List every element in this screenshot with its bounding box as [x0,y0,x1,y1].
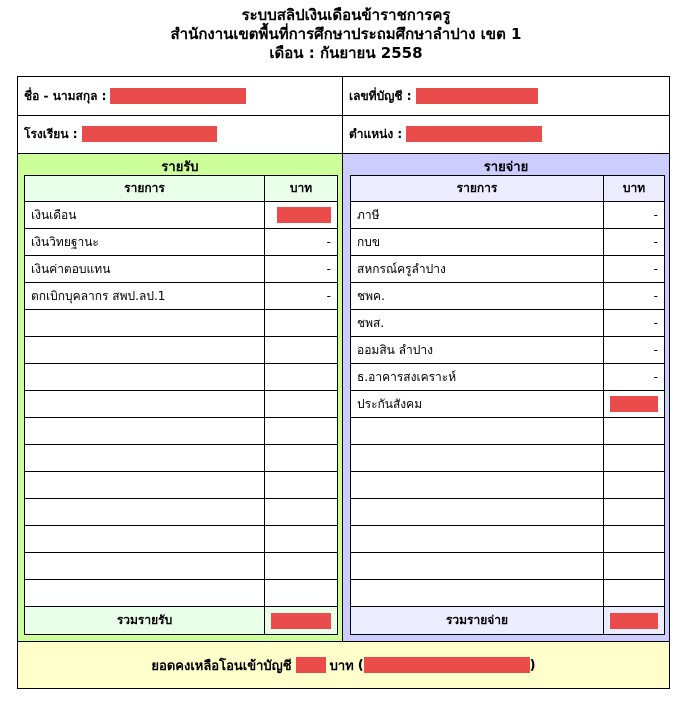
income-amount [265,337,338,364]
income-item [25,445,265,472]
expense-amount [604,580,665,607]
payslip-frame [17,76,670,689]
expense-amount: - [604,229,665,256]
income-row [25,202,338,229]
expense-total-row [351,607,665,635]
expense-item [351,418,604,445]
expense-row [351,256,665,283]
income-row [25,418,338,445]
expense-amount: - [604,337,665,364]
account-cell [343,77,669,115]
slip-month: เดือน : กันยายน 2558 [269,44,423,62]
income-item: เงินเดือน [25,202,265,229]
school-cell [18,115,343,153]
expense-amount: - [604,256,665,283]
income-item [25,580,265,607]
income-amount [265,202,338,229]
expense-item [351,553,604,580]
expense-item [351,472,604,499]
income-row [25,580,338,607]
info-row-school [18,115,669,154]
income-row [25,445,338,472]
expense-amount [604,472,665,499]
expense-row [351,472,665,499]
office-name: สำนักงานเขตพื้นที่การศึกษาประถมศึกษาลำปาง เขต 1 [170,25,522,43]
expense-col-amount: บาท [604,176,665,202]
net-words-redacted [364,657,530,673]
expense-row [351,283,665,310]
name-redacted [110,88,246,104]
income-row [25,310,338,337]
income-row [25,337,338,364]
income-amount [265,310,338,337]
expense-amount [604,445,665,472]
expense-total-amount [604,607,665,635]
income-row [25,229,338,256]
expense-amount [604,391,665,418]
position-cell [343,115,669,153]
income-item [25,364,265,391]
income-row [25,553,338,580]
income-item [25,337,265,364]
system-title: ระบบสลิปเงินเดือนข้าราชการครู [241,6,451,24]
position-label: ตำแหน่ง : [349,126,403,141]
income-header-row [25,176,338,202]
expense-row [351,580,665,607]
expense-row [351,553,665,580]
income-amount-redacted [277,207,331,223]
income-total-redacted [271,613,331,629]
income-row [25,472,338,499]
income-item: เงินวิทยฐานะ [25,229,265,256]
income-item [25,553,265,580]
expense-amount: - [604,202,665,229]
expense-panel [343,154,669,641]
income-col-item: รายการ [25,176,265,202]
expense-col-item: รายการ [351,176,604,202]
income-amount [265,499,338,526]
expense-item [351,580,604,607]
net-amount-redacted [296,657,326,673]
expense-amount-redacted [610,396,658,412]
school-label: โรงเรียน : [24,126,78,141]
income-item [25,418,265,445]
open-paren: ( [357,657,364,673]
expense-row [351,391,665,418]
income-title: รายรับ [161,160,199,175]
expense-item: ธ.อาคารสงเคราะห์ [351,364,604,391]
income-item [25,472,265,499]
info-row-name [18,77,669,116]
expense-item: สหกรณ์ครูลำปาง [351,256,604,283]
income-row [25,499,338,526]
income-amount [265,418,338,445]
account-redacted [416,88,538,104]
income-item [25,391,265,418]
expense-title: รายจ่าย [483,160,529,175]
income-total-label: รวมรายรับ [25,607,265,635]
income-amount [265,391,338,418]
income-amount [265,445,338,472]
expense-row [351,418,665,445]
expense-item: ภาษี [351,202,604,229]
income-row [25,364,338,391]
expense-row [351,364,665,391]
account-label: เลขที่บัญชี : [349,88,412,103]
income-row [25,526,338,553]
income-item: เงินค่าตอบแทน [25,256,265,283]
expense-item: ชพค. [351,283,604,310]
close-paren: ) [529,657,536,673]
slip-header [0,6,692,63]
income-amount: - [265,283,338,310]
income-item [25,310,265,337]
income-amount [265,553,338,580]
expense-table [350,175,665,635]
expense-item [351,445,604,472]
expense-item [351,499,604,526]
income-amount: - [265,256,338,283]
income-row [25,391,338,418]
expense-amount [604,499,665,526]
net-balance-label: ยอดคงเหลือโอนเข้าบัญชี [151,658,292,674]
income-total-amount [265,607,338,635]
expense-row [351,526,665,553]
income-item [25,526,265,553]
income-amount [265,526,338,553]
net-unit: บาท [329,658,354,674]
expense-amount: - [604,364,665,391]
income-panel [18,154,343,641]
position-redacted [406,126,542,142]
expense-item: ชพส. [351,310,604,337]
expense-header-row [351,176,665,202]
income-table [24,175,338,635]
expense-total-label: รวมรายจ่าย [351,607,604,635]
income-item [25,499,265,526]
expense-row [351,310,665,337]
income-row [25,256,338,283]
expense-amount [604,418,665,445]
income-item: ตกเบิกบุคลากร สพป.ลป.1 [25,283,265,310]
expense-row [351,229,665,256]
expense-amount: - [604,310,665,337]
expense-item [351,526,604,553]
expense-item: กบข [351,229,604,256]
school-redacted [82,126,217,142]
expense-amount [604,553,665,580]
expense-amount: - [604,283,665,310]
expense-row [351,445,665,472]
expense-row [351,202,665,229]
income-row [25,283,338,310]
expense-total-redacted [610,613,658,629]
expense-item: ประกันสังคม [351,391,604,418]
name-label: ชื่อ - นามสกุล : [24,88,107,103]
name-cell [18,77,343,115]
income-col-amount: บาท [265,176,338,202]
income-total-row [25,607,338,635]
net-balance-bar [18,641,669,688]
income-amount [265,580,338,607]
expense-row [351,337,665,364]
income-amount [265,364,338,391]
expense-row [351,499,665,526]
income-amount: - [265,229,338,256]
expense-amount [604,526,665,553]
income-amount [265,472,338,499]
expense-item: ออมสิน ลำปาง [351,337,604,364]
